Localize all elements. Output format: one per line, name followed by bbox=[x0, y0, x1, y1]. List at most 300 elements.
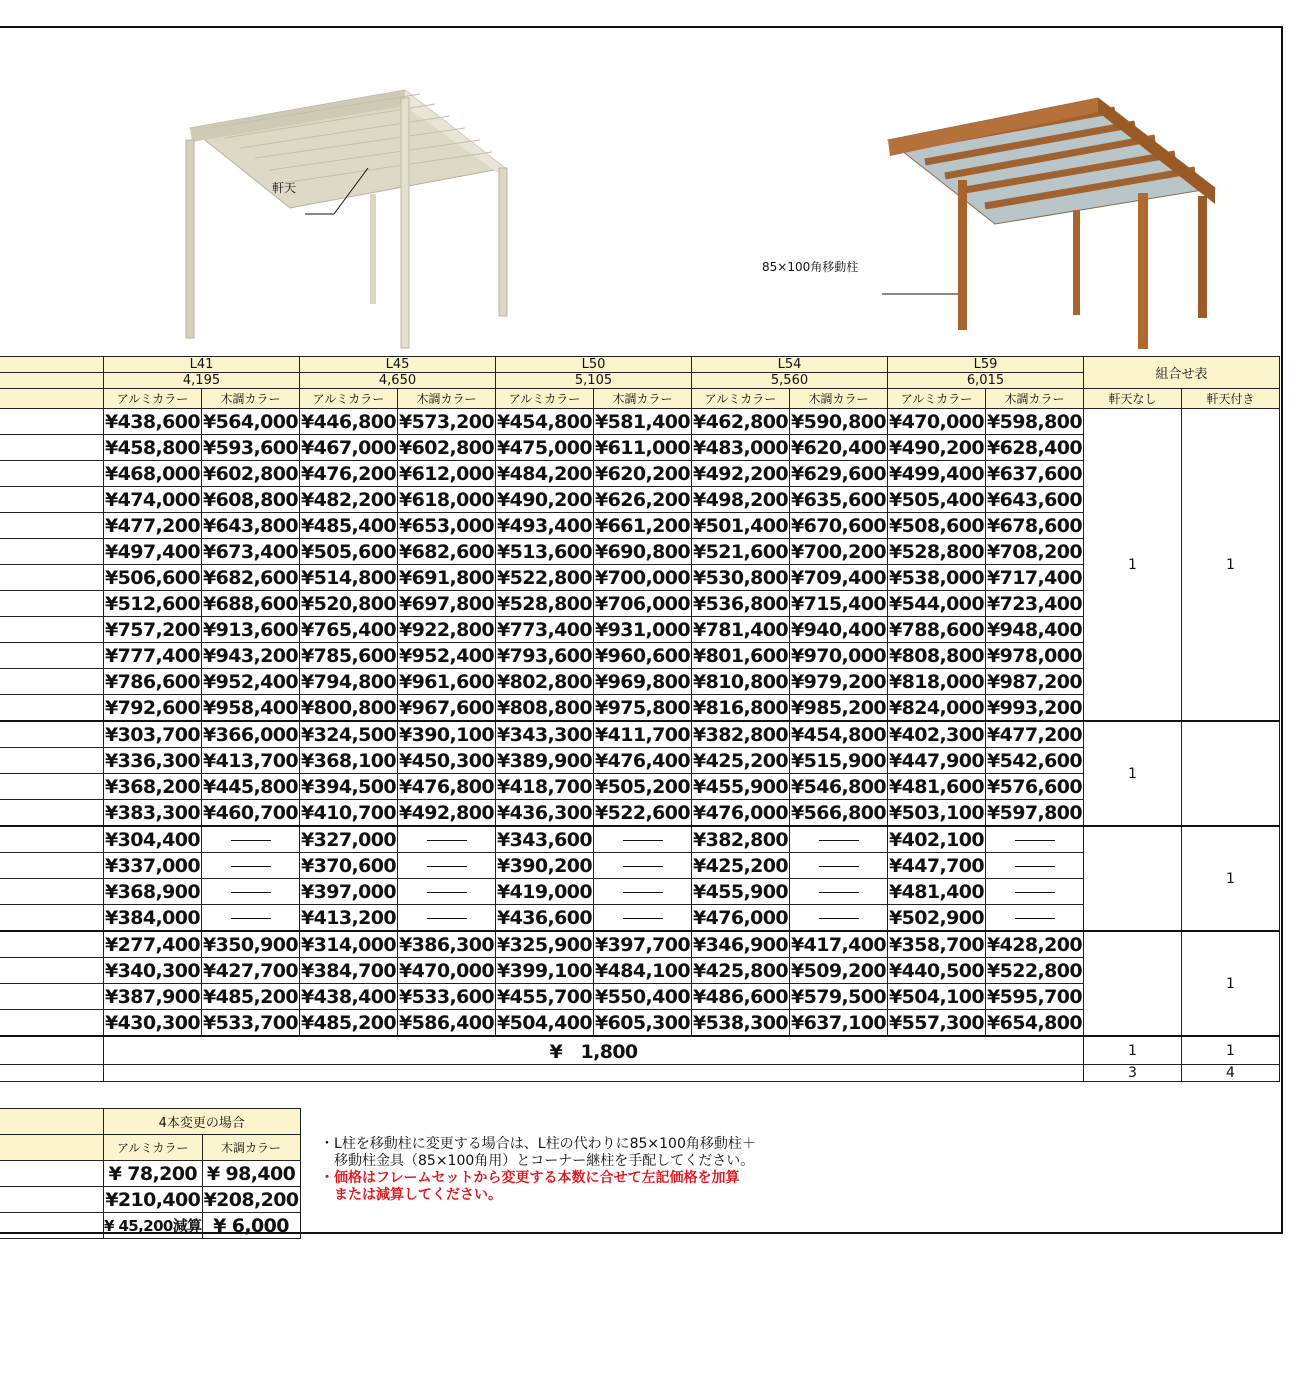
price-cell: ¥476,200 bbox=[301, 462, 396, 485]
price-cell: ¥366,000 bbox=[202, 721, 300, 748]
price-cell: ¥314,000 bbox=[300, 931, 398, 958]
dash-mark bbox=[1015, 918, 1055, 919]
price-cell-dash bbox=[202, 905, 300, 932]
price-cell: ¥455,900 bbox=[693, 880, 788, 903]
extra-row-label bbox=[0, 1187, 104, 1213]
column-code: L50 bbox=[496, 357, 692, 373]
price-cell: ¥503,100 bbox=[888, 800, 986, 827]
price-cell: ¥620,400 bbox=[791, 436, 886, 459]
price-cell: ¥493,400 bbox=[497, 514, 592, 537]
price-cell: ¥485,200 bbox=[300, 1010, 398, 1037]
row-label bbox=[0, 826, 104, 853]
combo-nokiten-tsuki: 1 bbox=[1182, 931, 1280, 1036]
sub-header-wood: 木調カラー bbox=[986, 389, 1084, 409]
price-cell: ¥454,800 bbox=[497, 410, 592, 433]
price-cell: ¥586,400 bbox=[398, 1010, 496, 1037]
column-width: 5,105 bbox=[496, 373, 692, 389]
row-label bbox=[0, 669, 104, 695]
price-cell: ¥643,800 bbox=[203, 514, 298, 537]
price-cell: ¥402,300 bbox=[888, 721, 986, 748]
row-label bbox=[0, 879, 104, 905]
price-cell: ¥476,000 bbox=[692, 800, 790, 827]
notes bbox=[320, 1136, 756, 1204]
price-cell: ¥661,200 bbox=[595, 514, 690, 537]
column-width: 4,650 bbox=[300, 373, 496, 389]
row-label bbox=[0, 800, 104, 827]
combo-nokiten-nashi: 1 bbox=[1084, 721, 1182, 826]
price-cell: ¥384,000 bbox=[104, 905, 202, 932]
price-cell: ¥515,900 bbox=[791, 749, 886, 772]
price-cell-dash bbox=[790, 879, 888, 905]
price-cell: ¥460,700 bbox=[202, 800, 300, 827]
price-cell: ¥522,600 bbox=[594, 800, 692, 827]
price-cell: ¥978,000 bbox=[987, 644, 1082, 667]
price-cell: ¥394,500 bbox=[301, 775, 396, 798]
price-cell: ¥824,000 bbox=[888, 695, 986, 722]
dash-mark bbox=[623, 840, 663, 841]
dash-mark bbox=[427, 840, 467, 841]
price-cell: ¥476,400 bbox=[595, 749, 690, 772]
price-cell: ¥637,100 bbox=[790, 1010, 888, 1037]
price-cell: ¥940,400 bbox=[791, 618, 886, 641]
extra-price: ¥ 98,400 bbox=[202, 1161, 300, 1187]
combo-total-nashi: 3 bbox=[1084, 1065, 1182, 1082]
extra-row-label bbox=[0, 1213, 104, 1239]
price-cell: ¥277,400 bbox=[104, 931, 202, 958]
price-cell-dash bbox=[398, 853, 496, 879]
dash-mark bbox=[1015, 892, 1055, 893]
price-cell: ¥382,800 bbox=[692, 826, 790, 853]
price-cell: ¥399,100 bbox=[497, 959, 592, 982]
price-cell: ¥508,600 bbox=[889, 514, 984, 537]
price-table bbox=[0, 356, 1280, 1082]
combo-nokiten-nashi bbox=[1084, 931, 1182, 1036]
combo-sub-tsuki: 軒天付き bbox=[1182, 389, 1280, 409]
combo-header: 組合せ表 bbox=[1084, 357, 1280, 389]
note-line: 移動柱金具（85×100角用）とコーナー継柱を手配してください。 bbox=[320, 1153, 755, 1169]
price-cell: ¥800,800 bbox=[300, 695, 398, 722]
price-cell: ¥475,000 bbox=[497, 436, 592, 459]
combo-single-tsuki: 1 bbox=[1182, 1036, 1280, 1065]
price-cell: ¥350,900 bbox=[202, 931, 300, 958]
price-cell: ¥481,400 bbox=[889, 880, 984, 903]
price-cell-dash bbox=[790, 905, 888, 932]
price-cell: ¥382,800 bbox=[692, 721, 790, 748]
price-cell: ¥979,200 bbox=[791, 670, 886, 693]
note-line: ・価格はフレームセットから変更する本数に合せて左記価格を加算 bbox=[320, 1170, 740, 1186]
price-cell-dash bbox=[398, 826, 496, 853]
price-cell: ¥691,800 bbox=[399, 566, 494, 589]
dash-mark bbox=[427, 892, 467, 893]
price-cell: ¥643,600 bbox=[987, 488, 1082, 511]
price-cell: ¥340,300 bbox=[105, 959, 200, 982]
dash-mark bbox=[819, 918, 859, 919]
price-cell: ¥536,800 bbox=[693, 592, 788, 615]
extra-blank bbox=[0, 1109, 104, 1135]
price-cell: ¥477,200 bbox=[105, 514, 200, 537]
price-cell: ¥520,800 bbox=[301, 592, 396, 615]
row-label bbox=[0, 435, 104, 461]
price-cell-dash bbox=[202, 826, 300, 853]
extra-row-label bbox=[0, 1161, 104, 1187]
dash-mark bbox=[427, 866, 467, 867]
dash-mark bbox=[231, 892, 271, 893]
dash-mark bbox=[427, 918, 467, 919]
dash-mark bbox=[1015, 866, 1055, 867]
column-width: 6,015 bbox=[888, 373, 1084, 389]
price-cell: ¥390,100 bbox=[398, 721, 496, 748]
price-cell: ¥765,400 bbox=[301, 618, 396, 641]
price-cell: ¥504,100 bbox=[889, 985, 984, 1008]
aluminum-carport-image bbox=[186, 90, 507, 348]
price-cell: ¥462,800 bbox=[693, 410, 788, 433]
row-label bbox=[0, 487, 104, 513]
column-width: 5,560 bbox=[692, 373, 888, 389]
price-cell: ¥484,100 bbox=[595, 959, 690, 982]
price-cell: ¥337,000 bbox=[105, 854, 200, 877]
price-cell: ¥530,800 bbox=[693, 566, 788, 589]
price-cell: ¥810,800 bbox=[693, 670, 788, 693]
price-cell: ¥397,000 bbox=[301, 880, 396, 903]
price-cell: ¥417,400 bbox=[790, 931, 888, 958]
price-cell: ¥387,900 bbox=[105, 985, 200, 1008]
price-cell: ¥428,200 bbox=[986, 931, 1084, 958]
dash-mark bbox=[231, 840, 271, 841]
header-blank bbox=[0, 389, 104, 409]
price-cell: ¥723,400 bbox=[987, 592, 1082, 615]
price-cell: ¥384,700 bbox=[301, 959, 396, 982]
extra-blank bbox=[0, 1135, 104, 1161]
row-label bbox=[0, 931, 104, 958]
price-cell: ¥501,400 bbox=[693, 514, 788, 537]
price-cell: ¥637,600 bbox=[987, 462, 1082, 485]
row-label bbox=[0, 409, 104, 435]
total-blank bbox=[104, 1065, 1084, 1082]
price-cell: ¥402,100 bbox=[888, 826, 986, 853]
price-cell: ¥969,800 bbox=[595, 670, 690, 693]
price-cell: ¥987,200 bbox=[987, 670, 1082, 693]
price-cell: ¥522,800 bbox=[987, 959, 1082, 982]
price-cell: ¥628,400 bbox=[987, 436, 1082, 459]
price-cell: ¥793,600 bbox=[497, 644, 592, 667]
price-cell: ¥952,400 bbox=[203, 670, 298, 693]
extra-price: ¥210,400 bbox=[105, 1188, 201, 1211]
price-cell: ¥410,700 bbox=[300, 800, 398, 827]
price-cell: ¥931,000 bbox=[595, 618, 690, 641]
price-cell-dash bbox=[986, 826, 1084, 853]
price-cell-dash bbox=[594, 853, 692, 879]
price-cell: ¥470,000 bbox=[399, 959, 494, 982]
price-cell: ¥486,600 bbox=[693, 985, 788, 1008]
sub-header-alumi: アルミカラー bbox=[692, 389, 790, 409]
dash-mark bbox=[819, 866, 859, 867]
price-cell: ¥425,800 bbox=[693, 959, 788, 982]
sub-header-wood: 木調カラー bbox=[594, 389, 692, 409]
column-code: L59 bbox=[888, 357, 1084, 373]
price-cell: ¥425,200 bbox=[693, 749, 788, 772]
price-cell: ¥602,800 bbox=[203, 462, 298, 485]
price-cell: ¥708,200 bbox=[987, 540, 1082, 563]
price-cell: ¥690,800 bbox=[595, 540, 690, 563]
price-cell: ¥605,300 bbox=[594, 1010, 692, 1037]
price-cell: ¥521,600 bbox=[693, 540, 788, 563]
price-cell: ¥777,400 bbox=[105, 644, 200, 667]
product-photos bbox=[0, 28, 1283, 356]
extra-header: 4本変更の場合 bbox=[104, 1109, 301, 1135]
dash-mark bbox=[1015, 840, 1055, 841]
dash-mark bbox=[623, 918, 663, 919]
row-label bbox=[0, 905, 104, 932]
price-cell-dash bbox=[594, 905, 692, 932]
price-cell: ¥419,000 bbox=[497, 880, 592, 903]
post-change-table bbox=[0, 1108, 301, 1239]
row-label bbox=[0, 1065, 104, 1082]
price-cell: ¥626,200 bbox=[595, 488, 690, 511]
price-cell: ¥597,800 bbox=[986, 800, 1084, 827]
price-cell: ¥506,600 bbox=[105, 566, 200, 589]
price-cell: ¥411,700 bbox=[594, 721, 692, 748]
price-cell: ¥413,200 bbox=[300, 905, 398, 932]
price-cell: ¥773,400 bbox=[497, 618, 592, 641]
price-cell: ¥757,200 bbox=[105, 618, 200, 641]
price-cell: ¥470,000 bbox=[889, 410, 984, 433]
price-cell: ¥450,300 bbox=[399, 749, 494, 772]
price-cell: ¥389,900 bbox=[497, 749, 592, 772]
price-cell: ¥700,000 bbox=[595, 566, 690, 589]
row-label bbox=[0, 748, 104, 774]
price-cell: ¥427,700 bbox=[203, 959, 298, 982]
price-cell: ¥386,300 bbox=[398, 931, 496, 958]
price-cell: ¥383,300 bbox=[104, 800, 202, 827]
price-cell: ¥794,800 bbox=[301, 670, 396, 693]
price-cell: ¥546,800 bbox=[791, 775, 886, 798]
price-cell: ¥474,000 bbox=[105, 488, 200, 511]
price-cell: ¥593,600 bbox=[203, 436, 298, 459]
row-label bbox=[0, 643, 104, 669]
combo-nokiten-nashi: 1 bbox=[1084, 409, 1182, 722]
price-cell: ¥620,200 bbox=[595, 462, 690, 485]
price-cell-dash bbox=[398, 905, 496, 932]
price-cell: ¥566,800 bbox=[790, 800, 888, 827]
column-code: L41 bbox=[104, 357, 300, 373]
price-cell: ¥802,800 bbox=[497, 670, 592, 693]
price-cell: ¥436,600 bbox=[496, 905, 594, 932]
price-cell: ¥476,000 bbox=[692, 905, 790, 932]
combo-sub-nashi: 軒天なし bbox=[1084, 389, 1182, 409]
price-cell: ¥635,600 bbox=[791, 488, 886, 511]
price-cell: ¥590,800 bbox=[791, 410, 886, 433]
price-cell-dash bbox=[398, 879, 496, 905]
price-cell: ¥678,600 bbox=[987, 514, 1082, 537]
price-cell: ¥498,200 bbox=[693, 488, 788, 511]
note-line: ・L柱を移動柱に変更する場合は、L柱の代わりに85×100角移動柱＋ bbox=[320, 1136, 756, 1152]
sub-header-alumi: アルミカラー bbox=[496, 389, 594, 409]
price-cell: ¥670,600 bbox=[791, 514, 886, 537]
note-line: または減算してください。 bbox=[320, 1187, 502, 1203]
price-cell: ¥370,600 bbox=[301, 854, 396, 877]
price-cell: ¥654,800 bbox=[986, 1010, 1084, 1037]
sub-header-alumi: アルミカラー bbox=[300, 389, 398, 409]
price-cell: ¥595,700 bbox=[987, 985, 1082, 1008]
price-cell: ¥682,600 bbox=[399, 540, 494, 563]
price-cell: ¥440,500 bbox=[889, 959, 984, 982]
price-cell: ¥792,600 bbox=[104, 695, 202, 722]
price-cell: ¥573,200 bbox=[399, 410, 494, 433]
price-cell: ¥492,800 bbox=[398, 800, 496, 827]
price-cell: ¥490,200 bbox=[889, 436, 984, 459]
price-cell: ¥706,000 bbox=[595, 592, 690, 615]
row-label bbox=[0, 513, 104, 539]
dash-mark bbox=[231, 866, 271, 867]
price-cell: ¥509,200 bbox=[791, 959, 886, 982]
price-cell: ¥985,200 bbox=[790, 695, 888, 722]
price-cell: ¥467,000 bbox=[301, 436, 396, 459]
price-cell: ¥325,900 bbox=[496, 931, 594, 958]
price-cell: ¥952,400 bbox=[399, 644, 494, 667]
price-cell: ¥697,800 bbox=[399, 592, 494, 615]
price-cell: ¥581,400 bbox=[595, 410, 690, 433]
price-cell: ¥418,700 bbox=[497, 775, 592, 798]
price-cell: ¥425,200 bbox=[693, 854, 788, 877]
extra-price: ¥ 78,200 bbox=[104, 1161, 203, 1187]
price-cell: ¥579,500 bbox=[791, 985, 886, 1008]
price-cell: ¥483,000 bbox=[693, 436, 788, 459]
combo-single-nashi: 1 bbox=[1084, 1036, 1182, 1065]
price-cell: ¥557,300 bbox=[888, 1010, 986, 1037]
dash-mark bbox=[231, 918, 271, 919]
price-cell: ¥522,800 bbox=[497, 566, 592, 589]
price-cell: ¥430,300 bbox=[104, 1010, 202, 1037]
price-cell: ¥390,200 bbox=[497, 854, 592, 877]
row-label bbox=[0, 695, 104, 722]
price-cell: ¥447,700 bbox=[889, 854, 984, 877]
price-cell: ¥505,400 bbox=[889, 488, 984, 511]
price-cell: ¥484,200 bbox=[497, 462, 592, 485]
row-label bbox=[0, 958, 104, 984]
header-blank bbox=[0, 357, 104, 373]
price-cell: ¥336,300 bbox=[105, 749, 200, 772]
price-cell: ¥717,400 bbox=[987, 566, 1082, 589]
price-cell: ¥436,300 bbox=[496, 800, 594, 827]
price-cell: ¥485,200 bbox=[203, 985, 298, 1008]
price-cell: ¥358,700 bbox=[888, 931, 986, 958]
price-cell: ¥801,600 bbox=[693, 644, 788, 667]
price-cell: ¥538,000 bbox=[889, 566, 984, 589]
price-cell: ¥785,600 bbox=[301, 644, 396, 667]
price-cell: ¥492,200 bbox=[693, 462, 788, 485]
price-cell: ¥948,400 bbox=[987, 618, 1082, 641]
price-cell: ¥715,400 bbox=[791, 592, 886, 615]
combo-nokiten-nashi bbox=[1084, 826, 1182, 931]
price-cell: ¥327,000 bbox=[300, 826, 398, 853]
combo-total-tsuki: 4 bbox=[1182, 1065, 1280, 1082]
price-cell: ¥438,400 bbox=[301, 985, 396, 1008]
price-cell: ¥482,200 bbox=[301, 488, 396, 511]
extra-sub-wood: 木調カラー bbox=[202, 1135, 300, 1161]
price-cell: ¥629,600 bbox=[791, 462, 886, 485]
price-cell: ¥504,400 bbox=[496, 1010, 594, 1037]
price-cell: ¥514,800 bbox=[301, 566, 396, 589]
price-cell-dash bbox=[986, 853, 1084, 879]
wood-carport-image bbox=[882, 98, 1215, 349]
price-cell-dash bbox=[202, 853, 300, 879]
column-width: 4,195 bbox=[104, 373, 300, 389]
price-cell: ¥913,600 bbox=[203, 618, 298, 641]
row-label bbox=[0, 565, 104, 591]
price-cell: ¥533,700 bbox=[202, 1010, 300, 1037]
header-blank bbox=[0, 373, 104, 389]
price-cell: ¥485,400 bbox=[301, 514, 396, 537]
price-cell: ¥505,200 bbox=[595, 775, 690, 798]
row-label bbox=[0, 774, 104, 800]
callout-moving-post: 85×100角移動柱 bbox=[762, 260, 859, 274]
price-cell: ¥818,000 bbox=[889, 670, 984, 693]
price-cell: ¥446,800 bbox=[301, 410, 396, 433]
price-cell: ¥816,800 bbox=[692, 695, 790, 722]
price-cell: ¥564,000 bbox=[203, 410, 298, 433]
price-cell-dash bbox=[986, 905, 1084, 932]
price-cell: ¥788,600 bbox=[889, 618, 984, 641]
row-label bbox=[0, 461, 104, 487]
price-cell: ¥538,300 bbox=[692, 1010, 790, 1037]
price-cell: ¥608,800 bbox=[203, 488, 298, 511]
sub-header-wood: 木調カラー bbox=[202, 389, 300, 409]
row-label bbox=[0, 617, 104, 643]
row-label bbox=[0, 984, 104, 1010]
price-cell: ¥960,600 bbox=[595, 644, 690, 667]
sub-header-alumi: アルミカラー bbox=[104, 389, 202, 409]
sub-header-wood: 木調カラー bbox=[790, 389, 888, 409]
price-cell: ¥533,600 bbox=[399, 985, 494, 1008]
single-price: ¥ 1,800 bbox=[104, 1036, 1084, 1065]
price-cell: ¥438,600 bbox=[105, 410, 200, 433]
column-code: L54 bbox=[692, 357, 888, 373]
price-cell: ¥324,500 bbox=[300, 721, 398, 748]
price-cell: ¥528,800 bbox=[497, 592, 592, 615]
price-cell: ¥709,400 bbox=[791, 566, 886, 589]
price-cell: ¥505,600 bbox=[301, 540, 396, 563]
sub-header-alumi: アルミカラー bbox=[888, 389, 986, 409]
price-cell: ¥618,000 bbox=[399, 488, 494, 511]
row-label bbox=[0, 1010, 104, 1037]
column-code: L45 bbox=[300, 357, 496, 373]
price-cell: ¥502,900 bbox=[888, 905, 986, 932]
price-cell: ¥611,000 bbox=[595, 436, 690, 459]
row-label bbox=[0, 591, 104, 617]
price-cell: ¥490,200 bbox=[497, 488, 592, 511]
price-cell: ¥476,800 bbox=[399, 775, 494, 798]
extra-price: ¥ 45,200減算 bbox=[104, 1213, 203, 1239]
price-cell-dash bbox=[790, 826, 888, 853]
price-cell: ¥808,800 bbox=[889, 644, 984, 667]
price-cell: ¥445,800 bbox=[203, 775, 298, 798]
price-cell: ¥602,800 bbox=[399, 436, 494, 459]
price-cell: ¥673,400 bbox=[203, 540, 298, 563]
price-cell: ¥368,200 bbox=[105, 775, 200, 798]
price-cell: ¥528,800 bbox=[889, 540, 984, 563]
price-cell: ¥497,400 bbox=[105, 540, 200, 563]
price-cell: ¥346,900 bbox=[692, 931, 790, 958]
price-cell: ¥961,600 bbox=[399, 670, 494, 693]
price-cell: ¥967,600 bbox=[398, 695, 496, 722]
price-cell: ¥458,800 bbox=[105, 436, 200, 459]
price-cell: ¥477,200 bbox=[986, 721, 1084, 748]
price-cell: ¥368,100 bbox=[301, 749, 396, 772]
price-cell-dash bbox=[594, 879, 692, 905]
price-cell: ¥598,800 bbox=[987, 410, 1082, 433]
price-cell: ¥688,600 bbox=[203, 592, 298, 615]
price-cell: ¥447,900 bbox=[889, 749, 984, 772]
